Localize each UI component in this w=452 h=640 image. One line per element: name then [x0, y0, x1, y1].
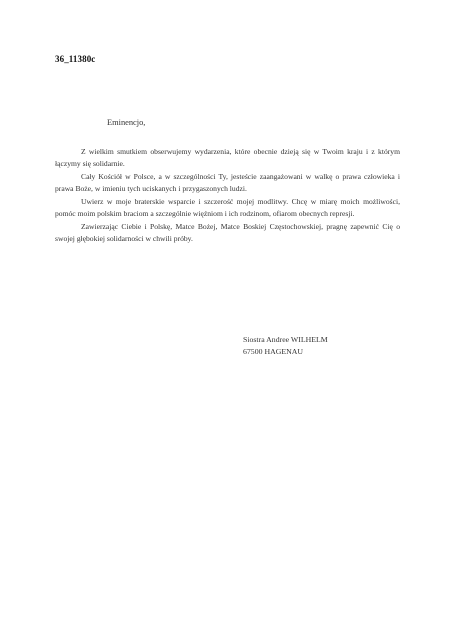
paragraph: Uwierz w moje braterskie wsparcie i szczerość mojej modlitwy. Chcę w miarę moich możliwości, pomóc moim polskim braciom a szczególnie więźniom i ich rodzinom, ofiarom obecnych represji. — [55, 197, 400, 219]
paragraph: Zawierzając Ciebie i Polskę, Matce Bożej, Matce Boskiej Częstochowskiej, pragnę zapewnić Cię o swojej głębokiej solidarności w chwili próby. — [55, 222, 400, 244]
paragraph: Cały Kościół w Polsce, a w szczególności Ty, jesteście zaangażowani w walkę o prawa człowieka i prawa Boże, w imieniu tych uciskanych i przygaszonych ludzi. — [55, 172, 400, 194]
paragraph: Z wielkim smutkiem obserwujemy wydarzenia, które obecnie dzieją się w Twoim kraju i z którym łączymy się solidarnie. — [55, 147, 400, 169]
signer-address: 67500 HAGENAU — [243, 347, 303, 356]
salutation: Eminencjo, — [107, 118, 146, 127]
signature-block — [243, 334, 328, 358]
document-id: 36_11380c — [55, 54, 96, 64]
letter-body — [55, 146, 400, 246]
signer-name: Siostra Andree WILHELM — [243, 335, 328, 344]
